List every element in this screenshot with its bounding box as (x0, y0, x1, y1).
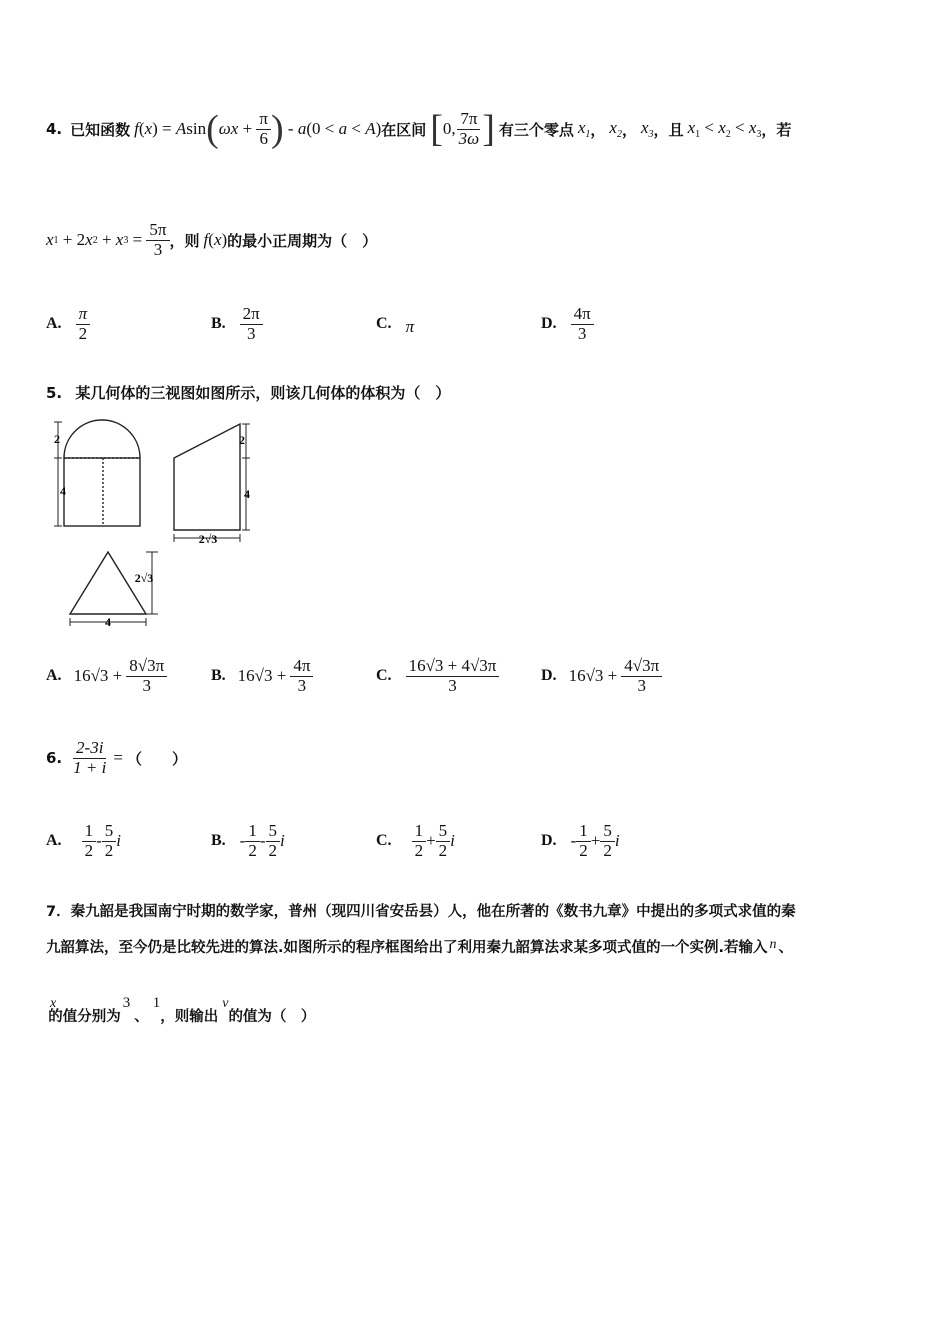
q4-zero-x2: $x_2$ (609, 118, 622, 140)
q4-order: $x_1 < x_2 < x_3$ (687, 118, 762, 140)
q4-function-expr: f ( x ) = A sin ( ωx + $\frac{\pi}{6}$ ) - a ( 0 < a < A ) (134, 108, 382, 150)
q7-val-3: 3 (122, 995, 131, 1011)
q7-var-n: n (769, 937, 777, 952)
q6-paren: （ ） (126, 749, 187, 768)
front-dim-side: 4 (60, 484, 66, 498)
q6-number: 6. (46, 749, 63, 767)
q6-option-b[interactable]: B. - $\frac{1}{2}$ - $\frac{5}{2}$ i (211, 820, 285, 860)
side-dim-width: 2√3 (198, 532, 218, 546)
q6-fraction: $\frac{2-3i}{1 + i}$ (73, 737, 107, 777)
q4-then: 则 (184, 231, 200, 250)
q4-option-b[interactable]: B. $\frac{2\pi}{3}$ (211, 300, 263, 348)
q7-line3: x 的值分别为 3 、 1 ，则输出 v 的值为（ ） (48, 995, 316, 1025)
front-view (54, 420, 140, 526)
q5-stem (46, 382, 450, 403)
side-dim-top: 2 (239, 433, 245, 447)
q5-option-b[interactable]: B. 16√3 + $\frac{4\pi}{3}$ (211, 652, 313, 700)
q5-options (46, 652, 926, 700)
q5-text: 某几何体的三视图如图所示，则该几何体的体积为（ ） (75, 384, 451, 402)
q4-pi-over-6: $\frac{\pi}{6}$ (256, 110, 271, 148)
q5-option-c[interactable]: C. $\frac{16√3 + 4√3\pi}{3}$ (376, 652, 499, 700)
front-dim-top: 2 (54, 432, 60, 446)
q4-number: 4. (46, 120, 63, 138)
q4-option-a[interactable]: A. $\frac{\pi}{2}$ (46, 300, 90, 348)
q7-line1: 7．秦九韶是我国南宁时期的数学家，普州（现四川省安岳县）人，他在所著的《数书九章》中提出的多项式求值的秦 (46, 904, 796, 920)
q4-interval: [ 0, $\frac{7\pi}{3\omega}$ ] (430, 108, 495, 150)
q4-ruo: 若 (776, 120, 792, 139)
top-dim-height: 2√3 (134, 571, 154, 585)
q5-three-view-figure (40, 412, 270, 634)
q6-option-d[interactable]: D. - $\frac{1}{2}$ + $\frac{5}{2}$ i (541, 820, 620, 860)
q4-option-c[interactable]: C. π (376, 315, 415, 336)
q4-and: 且 (668, 120, 684, 139)
q6-options (46, 816, 926, 866)
q6-option-a[interactable]: A. $\frac{1}{2}$ - $\frac{5}{2}$ i (46, 820, 121, 860)
q4-zero-x1: $x_1$ (577, 118, 591, 140)
q5-number: 5. (46, 384, 63, 402)
q7-var-x: x (50, 996, 57, 1011)
q4-option-d[interactable]: D. $\frac{4\pi}{3}$ (541, 300, 594, 348)
q4-sum-expr: x 1 + 2 x 2 + x 3 = $\frac{5\pi}{3}$ (46, 221, 170, 259)
top-view (70, 552, 158, 626)
q4-fx: f(x) (203, 230, 228, 249)
q7-line2: 九韶算法，至今仍是比较先进的算法.如图所示的程序框图给出了利用秦九韶算法求某多项式值的一个实例.若输入 n 、 (46, 937, 794, 956)
q4-line1: 4. 已知函数 f ( x ) = A sin ( ωx + $\frac{\pi}{6}$ ) - a ( 0 < a < A ) 在区间 [ 0, $\frac{7\pi}{3\omega}$ ] 有三个零点 $x_1$ ， $x_2$ ， $x_3$ ， 且 $x_1 < x_2 < x_3$ ， 若 (46, 108, 792, 150)
q4-in-interval: 在区间 (381, 120, 427, 139)
q6-option-c[interactable]: C. $\frac{1}{2}$ + $\frac{5}{2}$ i (376, 820, 455, 860)
q4-zero-x3: $x_3$ (640, 118, 654, 140)
q7-var-v: v (222, 996, 229, 1011)
q5-option-d[interactable]: D. 16√3 + $\frac{4√3\pi}{3}$ (541, 652, 662, 700)
q4-intro: 已知函数 (70, 120, 131, 139)
q4-three-zeros: 有三个零点 (498, 120, 574, 139)
top-dim-width: 4 (105, 615, 111, 629)
q4-period-text: 的最小正周期为（ ） (227, 231, 378, 250)
q6-stem: 6. $\frac{2-3i}{1 + i}$ = （ ） (46, 737, 187, 777)
side-dim-side: 4 (244, 487, 250, 501)
q7-val-1: 1 (152, 995, 161, 1011)
q5-option-a[interactable]: A. 16√3 + $\frac{8√3\pi}{3}$ (46, 652, 167, 700)
q4-line2: x 1 + 2 x 2 + x 3 = $\frac{5\pi}{3}$ ， 则 f(x) 的最小正周期为（ ） (46, 219, 378, 259)
q4-options (46, 300, 926, 348)
